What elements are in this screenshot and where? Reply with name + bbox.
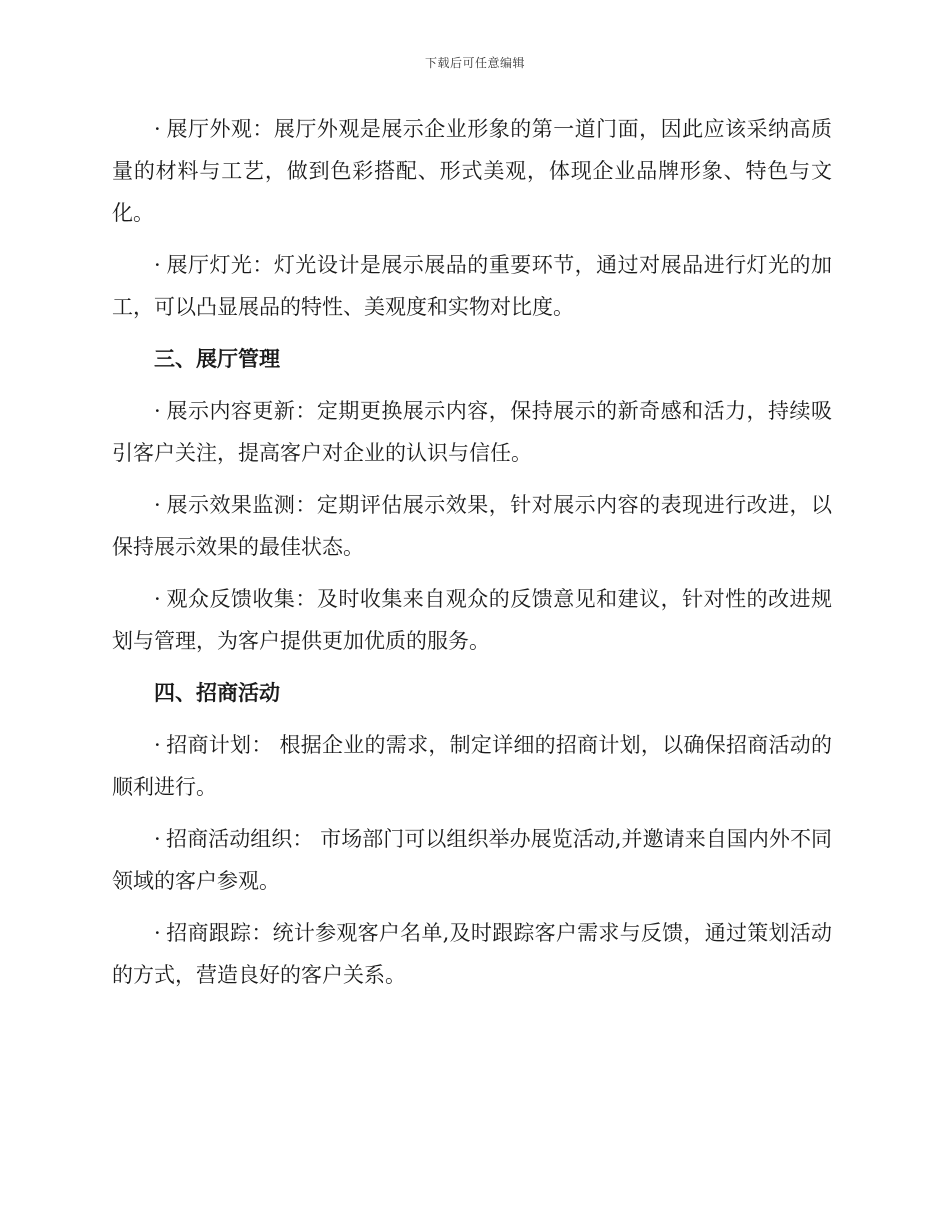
bullet: · — [154, 117, 161, 141]
bullet: · — [154, 253, 161, 277]
bullet: · — [154, 733, 161, 757]
bullet: · — [154, 827, 161, 851]
paragraph-label: 展厅外观 — [166, 117, 253, 141]
paragraph-label: 观众反馈收集 — [166, 587, 296, 611]
paragraph-investment-plan — [112, 724, 832, 808]
paragraph-text: 定期评估展示效果，针对展示内容的表现进行改进，以保持展示效果的最佳状态。 — [112, 493, 833, 559]
section-heading-hall-management: 三、展厅管理 — [154, 347, 280, 371]
paragraph-text: 统计参观客户名单,及时跟踪客户需求与反馈，通过策划活动的方式，营造良好的客户关系。 — [112, 921, 833, 987]
label-separator: ： — [252, 253, 274, 277]
paragraph-text: 展厅外观是展示企业形象的第一道门面，因此应该采纳高质量的材料与工艺，做到色彩搭配、形式美观，体现企业品牌形象、特色与文化。 — [112, 117, 833, 225]
paragraph-label: 招商活动组织 — [166, 827, 293, 851]
paragraph-label: 展示内容更新 — [166, 399, 296, 423]
paragraph-investment-tracking — [112, 912, 832, 996]
paragraph-text: 根据企业的需求，制定详细的招商计划，以确保招商活动的顺利进行。 — [112, 733, 833, 799]
paragraph-feedback-collection — [112, 578, 832, 662]
bullet: · — [154, 587, 161, 611]
paragraph-hall-appearance — [112, 108, 832, 234]
label-separator: ： — [251, 921, 273, 945]
paragraph-label: 招商跟踪 — [166, 921, 252, 945]
header-note: 下载后可任意编辑 — [424, 56, 525, 70]
bullet: · — [154, 921, 161, 945]
paragraph-text: 市场部门可以组织举办展览活动,并邀请来自国内外不同领域的客户参观。 — [112, 827, 832, 893]
label-separator: ： — [252, 117, 274, 141]
label-separator: ： — [295, 399, 317, 423]
label-separator: ： — [292, 827, 321, 851]
section-heading-investment-activities: 四、招商活动 — [154, 681, 280, 705]
paragraph-label: 展厅灯光 — [166, 253, 253, 277]
bullet: · — [154, 399, 161, 423]
paragraph-effect-monitoring — [112, 484, 832, 568]
paragraph-label: 展示效果监测 — [166, 493, 296, 517]
paragraph-text: 定期更换展示内容，保持展示的新奇感和活力，持续吸引客户关注，提高客户对企业的认识与信任。 — [112, 399, 833, 465]
bullet: · — [154, 493, 161, 517]
paragraph-label: 招商计划 — [166, 733, 252, 757]
paragraph-content-update — [112, 390, 832, 474]
label-separator: ： — [295, 587, 317, 611]
paragraph-event-organization — [112, 818, 832, 902]
paragraph-text: 及时收集来自观众的反馈意见和建议，针对性的改进规划与管理，为客户提供更加优质的服务。 — [112, 587, 833, 653]
paragraph-text: 灯光设计是展示展品的重要环节，通过对展品进行灯光的加工，可以凸显展品的特性、美观度和实物对比度。 — [112, 253, 833, 319]
document-body — [112, 108, 832, 1006]
paragraph-hall-lighting — [112, 244, 832, 328]
label-separator: ： — [251, 733, 280, 757]
label-separator: ： — [295, 493, 317, 517]
